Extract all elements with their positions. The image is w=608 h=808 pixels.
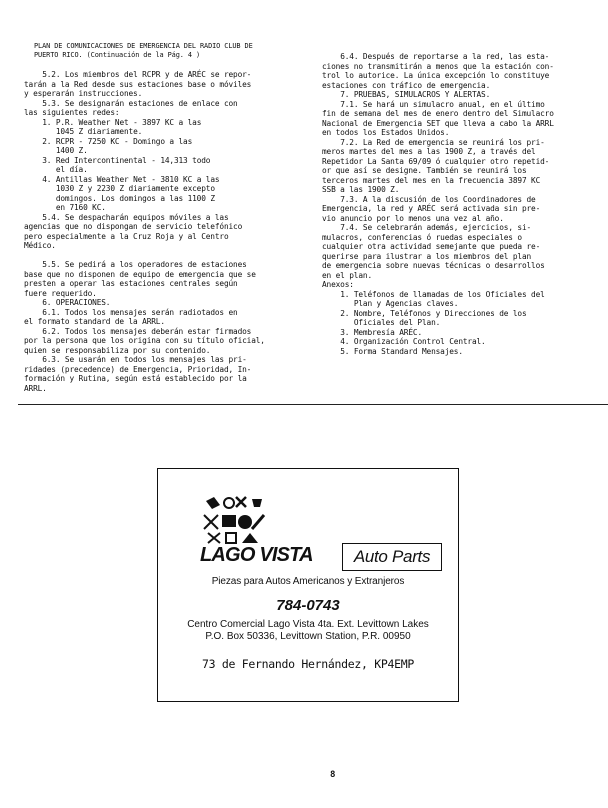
text-line: 6.3. Se usarán en todos los mensajes las pri- (24, 355, 247, 364)
text-line: ridades (precedence) de Emergencia, Prioridad, In- (24, 364, 252, 374)
text-line: cualquier otra actividad semejante que pueda re- (322, 242, 541, 251)
text-line: 2. Nombre, Teléfonos y Direcciones de los (322, 308, 527, 318)
text-line: 6.1. Todos los mensajes serán radiotados en (24, 307, 238, 317)
text-line: 2. RCPR - 7250 KC - Domingo a las (24, 136, 193, 146)
text-line: por la persona que los origina con su título oficial, (24, 336, 265, 345)
text-line: 1045 Z diariamente. (24, 127, 143, 136)
text-line: meros martes del mes a las 1900 Z, a través del (322, 147, 536, 156)
header-line-2: PUERTO RICO. (Continuación de la Pág. 4 ) (34, 51, 200, 59)
continuation-header (34, 42, 253, 60)
text-line: fuere requerido. (24, 288, 97, 298)
section-divider (18, 404, 608, 405)
ad-tagline: Piezas para Autos Americanos y Extranjeros (211, 576, 405, 587)
text-line: 5.3. Se designarán estaciones de enlace con (24, 98, 238, 108)
text-line: 1030 Z y 2230 Z diariamente excepto (24, 184, 215, 193)
text-line: 6.4. Después de reportarse a la red, las esta- (322, 52, 550, 61)
text-line: base que no disponen de equipo de emergencia que se (24, 269, 256, 279)
text-line: 5.5. Se pedirá a los operadores de estaciones (24, 260, 247, 269)
text-line: Anexos: (322, 280, 354, 289)
address-line-2: P.O. Box 50336, Levittown Station, P.R. 00950 (205, 631, 411, 642)
text-line: ARRL. (24, 383, 47, 393)
text-line: 6. OPERACIONES. (24, 298, 111, 307)
text-line: 1. P.R. Weather Net - 3897 KC a las (24, 117, 202, 127)
right-text-column (322, 52, 604, 356)
text-line: 7. PRUEBAS, SIMULACROS Y ALERTAS. (322, 90, 491, 99)
text-line: SSB a las 1900 Z. (322, 185, 400, 194)
text-line: en el plan. (322, 270, 372, 280)
text-line: 3. Red Intercontinental - 14,313 todo (24, 155, 211, 165)
ad-address (158, 619, 458, 643)
left-text-column (24, 70, 306, 393)
text-line (24, 251, 306, 261)
text-line: terceros martes del mes en la frecuencia 3897 KC (322, 175, 541, 185)
text-line: 5.2. Los miembros del RCPR y de ARÉC se repor- (24, 70, 252, 79)
text-line: 5.4. Se despacharán equipos móviles a las (24, 212, 229, 222)
text-line: las siguientes redes: (24, 108, 120, 117)
text-line: quien se responsabiliza por su contenido. (24, 345, 211, 355)
text-line: agencias que no dispongan de servicio telefónico (24, 222, 243, 231)
text-line: or que así se designe. También se reunirá los (322, 166, 527, 175)
text-line: y esperarán instrucciones. (24, 89, 143, 98)
text-line: presten a operar las estaciones centrales según (24, 279, 238, 288)
text-line: mulacros, conferencias ó ruedas especiales o (322, 232, 522, 242)
text-line: fin de semana del mes de enero dentro del Simulacro (322, 109, 554, 118)
text-line: 5. Forma Standard Mensajes. (322, 346, 463, 356)
page-number: 8 (330, 770, 336, 780)
text-line: Oficiales del Plan. (322, 318, 441, 327)
text-line: 7.2. La Red de emergencia se reunirá los pri- (322, 137, 545, 147)
lago-vista-advertisement (157, 468, 459, 702)
text-line: 4. Organización Control Central. (322, 337, 486, 346)
text-line: tarán a la Red desde sus estaciones base o móviles (24, 79, 252, 89)
text-line: 4. Antillas Weather Net - 3810 KC a las (24, 174, 220, 184)
text-line: 7.3. A la discusión de los Coordinadores de (322, 194, 536, 204)
text-line: el día. (24, 165, 88, 174)
text-line: el formato standard de la ARRL. (24, 317, 165, 326)
text-line: Repetidor La Santa 69/09 ó cualquier otro repetid- (322, 156, 550, 166)
text-line: 7.4. Se celebrarán además, ejercicios, si- (322, 223, 532, 232)
text-line: de emergencia sobre nuevas técnicas o desarrollos (322, 261, 545, 270)
text-line: ciones no transmitirán a menos que la estación con- (322, 61, 554, 71)
auto-tools-logo-icon (202, 495, 268, 545)
text-line: 3. Membresía ARÉC. (322, 327, 422, 337)
text-line: trol lo autorice. La única excepción lo constituye (322, 71, 550, 80)
text-line: querirse para ilustrar a los miembros del plan (322, 251, 532, 261)
text-line: en 7160 KC. (24, 203, 106, 212)
text-line: estaciones con tráfico de emergencia. (322, 80, 491, 90)
brand-suffix-box: Auto Parts (342, 543, 442, 571)
text-line: Médico. (24, 241, 56, 250)
text-line: vio anuncio por lo menos una vez al año. (322, 213, 504, 223)
address-line-1: Centro Comercial Lago Vista 4ta. Ext. Levittown Lakes (187, 619, 429, 630)
text-line: formación y Rutina, según está establecido por la (24, 374, 247, 383)
brand-name: LAGO VISTA (200, 544, 313, 566)
text-line: 1. Teléfonos de llamadas de los Oficiales del (322, 289, 545, 299)
text-line: 1400 Z. (24, 146, 88, 155)
text-line: Emergencia, la red y ARÉC será activada sin pre- (322, 204, 541, 213)
text-line: 6.2. Todos los mensajes deberán estar firmados (24, 326, 252, 336)
ad-phone: 784-0743 (276, 597, 340, 614)
text-line: 7.1. Se hará un simulacro anual, en el último (322, 99, 545, 109)
text-line: pero especialmente a la Cruz Roja y al Centro (24, 231, 229, 241)
text-line: en todos los Estados Unidos. (322, 128, 450, 137)
ad-signature: 73 de Fernando Hernández, KP4EMP (202, 657, 414, 671)
header-line-1: PLAN DE COMUNICACIONES DE EMERGENCIA DEL RADIO CLUB DE (34, 42, 253, 50)
text-line: domingos. Los domingos a las 1100 Z (24, 193, 215, 203)
text-line: Nacional de Emergencia SET que lleva a cabo la ARRL (322, 118, 554, 128)
text-line: Plan y Agencias claves. (322, 299, 459, 308)
